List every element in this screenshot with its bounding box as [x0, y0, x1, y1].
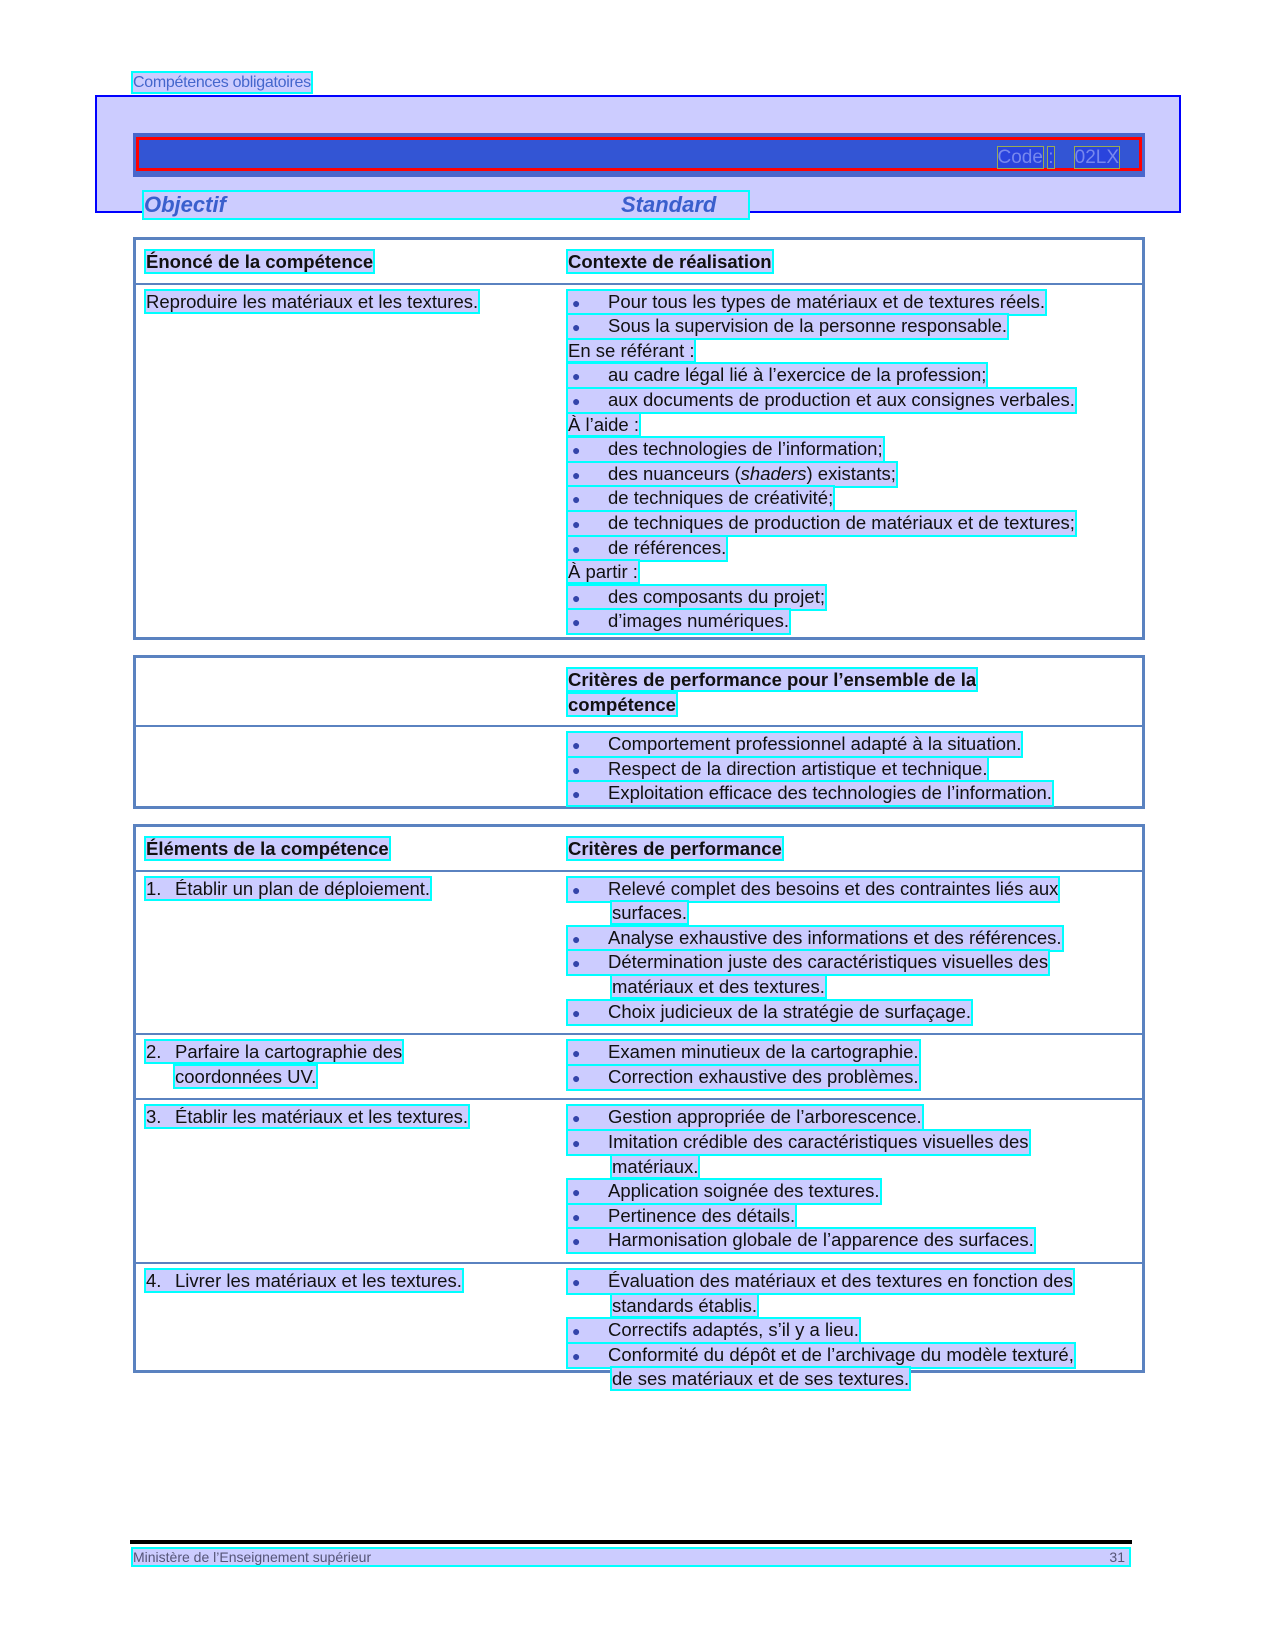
bullet-item	[568, 1179, 1142, 1204]
bullet-item-text	[568, 733, 1021, 756]
bullet-item	[568, 1065, 1142, 1090]
header-line	[146, 250, 568, 275]
bullet-text: des composants du projet;	[608, 585, 825, 607]
header-cell-left	[136, 250, 568, 275]
bullet-text: au cadre légal lié à l’exercice de la profession;	[608, 364, 987, 386]
bullet-icon: ●	[572, 930, 581, 947]
bullet-text: surfaces.	[612, 902, 688, 924]
bullet-item-text	[568, 315, 1007, 338]
element-cell	[136, 1105, 568, 1253]
header-cell-left	[136, 668, 568, 717]
bullet-item-text	[568, 1205, 795, 1228]
context-label	[568, 560, 1142, 585]
bullet-text: des technologies de l’information;	[608, 438, 883, 460]
bullet-text: de techniques de production de matériaux et de textures;	[608, 511, 1075, 533]
course-code	[998, 147, 1119, 169]
bullet-icon: ●	[572, 1273, 581, 1290]
bullet-item-text	[568, 291, 1045, 314]
header-cell-right	[568, 250, 1142, 275]
bullet-item-text	[568, 610, 789, 633]
bullet-item	[568, 290, 1142, 315]
element-label: Établir un plan de déploiement.	[175, 877, 431, 899]
bullet-item	[568, 1367, 1142, 1392]
bullet-item-text	[568, 1319, 859, 1342]
bullet-icon: ●	[572, 515, 581, 532]
bullet-item-text	[568, 1131, 1029, 1154]
header-line	[568, 693, 1142, 718]
bullet-item-text	[568, 487, 833, 510]
bullet-item	[568, 901, 1142, 926]
bullet-item-text	[568, 1001, 971, 1024]
element-line	[146, 1040, 568, 1065]
bullet-icon: ●	[572, 786, 581, 803]
bullet-icon: ●	[572, 392, 581, 409]
bullet-text: Pour tous les types de matériaux et de textures réels.	[608, 290, 1046, 312]
bullet-item-text	[568, 537, 726, 560]
bullet-text: de ses matériaux et de ses textures.	[612, 1368, 910, 1390]
header-text: compétence	[568, 693, 676, 715]
bullet-item-text	[568, 586, 825, 609]
bullet-item-text	[612, 1368, 909, 1389]
bullet-item-text	[568, 389, 1075, 412]
bullet-item	[568, 732, 1142, 757]
bullet-item	[568, 585, 1142, 610]
footer	[133, 1549, 1129, 1565]
objective-standard-heading	[144, 192, 748, 218]
bullet-text: Pertinence des détails.	[608, 1204, 796, 1226]
table-row	[136, 870, 1142, 1034]
bullet-item-text	[568, 364, 986, 387]
bullet-item	[568, 781, 1142, 806]
bullet-item	[568, 363, 1142, 388]
bullet-item-text	[568, 758, 987, 781]
bullet-item	[568, 388, 1142, 413]
bullet-item	[568, 511, 1142, 536]
bullet-item	[568, 877, 1142, 902]
bullet-icon: ●	[572, 442, 581, 459]
header-line	[146, 837, 568, 862]
table-row	[136, 725, 1142, 815]
bullet-item	[568, 462, 1142, 487]
bullet-item	[568, 1269, 1142, 1294]
objective-label: Objectif	[144, 192, 226, 217]
bullet-text: Sous la supervision de la personne responsable.	[608, 315, 1008, 337]
bullet-icon: ●	[572, 294, 581, 311]
bullet-icon: ●	[572, 1347, 581, 1364]
bullet-icon: ●	[572, 491, 581, 508]
bullet-item	[568, 1294, 1142, 1319]
bullet-icon: ●	[572, 881, 581, 898]
bullet-text: Comportement professionnel adapté à la situation.	[608, 733, 1022, 755]
element-text	[146, 291, 478, 312]
bullet-text: Correctifs adaptés, s’il y a lieu.	[608, 1319, 859, 1341]
bullet-icon: ●	[572, 761, 581, 778]
bullet-icon: ●	[572, 1045, 581, 1062]
element-label: Livrer les matériaux et les textures.	[175, 1269, 462, 1291]
element-text	[146, 1041, 402, 1062]
context-label-text: À l’aide :	[568, 413, 639, 435]
header-line	[568, 837, 1142, 862]
bullet-text: Imitation crédible des caractéristiques visuelles des	[608, 1130, 1029, 1152]
bullet-icon: ●	[572, 614, 581, 631]
bullet-icon: ●	[572, 1323, 581, 1340]
bullet-icon: ●	[572, 1184, 581, 1201]
bullet-text: Analyse exhaustive des informations et des références.	[608, 926, 1062, 948]
bullet-item-text	[568, 951, 1048, 974]
header-text: Éléments de la compétence	[146, 838, 389, 859]
element-number: 1.	[146, 877, 162, 899]
bullet-item-text	[612, 902, 687, 923]
criteria-cell	[568, 732, 1142, 806]
bullet-text: Conformité du dépôt et de l’archivage du modèle texturé,	[608, 1343, 1074, 1365]
element-text	[146, 878, 430, 899]
element-cell	[136, 1040, 568, 1089]
bullet-text: Gestion appropriée de l’arborescence.	[608, 1106, 922, 1128]
element-text	[146, 1106, 468, 1127]
bullet-item	[568, 950, 1142, 975]
bullet-text-part: shaders	[740, 462, 807, 484]
header-cell-right	[568, 668, 1142, 717]
bullet-text-part: ) existants;	[806, 462, 896, 484]
bullet-icon: ●	[572, 1233, 581, 1250]
footer-ministry: Ministère de l’Enseignement supérieur	[133, 1549, 372, 1565]
bullet-icon: ●	[572, 1134, 581, 1151]
bullet-item	[568, 1318, 1142, 1343]
bullet-item	[568, 926, 1142, 951]
bullet-text: Relevé complet des besoins et des contraintes liés aux	[608, 877, 1059, 899]
footer-rule	[130, 1540, 1132, 1544]
criteria-cell	[568, 877, 1142, 1025]
table-row	[136, 1033, 1142, 1098]
bullet-item-text	[568, 1066, 919, 1089]
table-row	[136, 283, 1142, 643]
bullet-text: standards établis.	[612, 1294, 758, 1316]
bullet-item-text	[612, 1156, 698, 1177]
bullet-item-text	[568, 463, 896, 486]
criteria-cell	[568, 1269, 1142, 1392]
bullet-item	[568, 757, 1142, 782]
bullet-item-text	[568, 1106, 922, 1129]
bullet-item	[568, 1105, 1142, 1130]
bullet-item	[568, 486, 1142, 511]
bullet-text: Exploitation efficace des technologies de l’information.	[608, 782, 1052, 804]
element-label: Établir les matériaux et les textures.	[175, 1106, 469, 1128]
bullet-text: Respect de la direction artistique et technique.	[608, 757, 988, 779]
bullet-item-text	[568, 1180, 880, 1203]
table-header-row	[136, 827, 1142, 870]
table-header-row	[136, 658, 1142, 725]
context-label-text: À partir :	[568, 561, 638, 583]
element-line	[146, 290, 568, 315]
bullet-icon: ●	[572, 1110, 581, 1127]
table-row	[136, 1098, 1142, 1262]
bullet-item	[568, 536, 1142, 561]
table-row	[136, 1262, 1142, 1401]
element-line	[146, 877, 568, 902]
header-text: Critères de performance pour l’ensemble de la	[568, 669, 977, 690]
bullet-item	[568, 609, 1142, 634]
standard-label: Standard	[621, 192, 717, 217]
bullet-item	[568, 1000, 1142, 1025]
bullet-text: de références.	[608, 536, 727, 558]
bullet-icon: ●	[572, 1004, 581, 1021]
bullet-icon: ●	[572, 589, 581, 606]
bullet-text: d’images numériques.	[608, 610, 789, 632]
bullet-icon: ●	[572, 540, 581, 557]
element-number: 3.	[146, 1106, 162, 1128]
header-text: Critères de performance	[568, 838, 782, 859]
bullet-item	[568, 1228, 1142, 1253]
page-number: 31	[1109, 1549, 1125, 1565]
bullet-icon: ●	[572, 368, 581, 385]
bullet-item	[568, 1040, 1142, 1065]
element-number: 2.	[146, 1041, 162, 1063]
element-text	[175, 1066, 316, 1087]
bullet-icon: ●	[572, 319, 581, 336]
bullet-text-part: des nuanceurs (	[608, 462, 741, 484]
element-cell	[136, 290, 568, 634]
header-text: Contexte de réalisation	[568, 251, 772, 272]
bullet-icon: ●	[572, 955, 581, 972]
bullet-item-text	[568, 438, 883, 461]
bullet-text: Harmonisation globale de l’apparence des surfaces.	[608, 1229, 1034, 1251]
element-line	[146, 1105, 568, 1130]
code-value: 02LX	[1074, 147, 1119, 168]
element-number: 4.	[146, 1269, 162, 1291]
bullet-item-text	[612, 1295, 757, 1316]
bullet-icon: ●	[572, 1069, 581, 1086]
context-label-text: En se référant :	[568, 339, 695, 361]
bullet-item	[568, 1204, 1142, 1229]
code-bar-inner	[136, 137, 1142, 171]
header-line	[568, 250, 1142, 275]
bullet-item-text	[568, 782, 1052, 805]
context-label	[568, 413, 1142, 438]
bullet-item-text	[568, 1344, 1074, 1367]
element-cell	[136, 877, 568, 1025]
element-line	[146, 1269, 568, 1294]
bullet-text: Application soignée des textures.	[608, 1180, 880, 1202]
header-cell-right	[568, 837, 1142, 862]
criteria-cell	[568, 1105, 1142, 1253]
bullet-text: aux documents de production et aux consignes verbales.	[608, 388, 1075, 410]
bullet-text: Évaluation des matériaux et des textures en fonction des	[608, 1269, 1073, 1291]
bullet-text: Choix judicieux de la stratégie de surfaçage.	[608, 1000, 972, 1022]
bullet-text: matériaux.	[612, 1155, 699, 1177]
bullet-item	[568, 1343, 1142, 1368]
bullet-icon: ●	[572, 1208, 581, 1225]
element-label: coordonnées UV.	[175, 1065, 317, 1087]
bullet-item-text	[568, 927, 1062, 950]
bullet-item-text	[568, 878, 1058, 901]
element-text	[146, 1270, 462, 1291]
bullet-text: matériaux et des textures.	[612, 975, 825, 997]
bullet-item-text	[568, 1041, 919, 1064]
competency-elements-table	[133, 824, 1145, 1390]
table-header-row	[136, 240, 1142, 283]
bullet-text: Détermination juste des caractéristiques visuelles des	[608, 951, 1049, 973]
criteria-cell	[568, 1040, 1142, 1089]
bullet-item	[568, 1130, 1142, 1155]
bullet-item	[568, 975, 1142, 1000]
bullet-item-text	[568, 1229, 1034, 1252]
bullet-text: Correction exhaustive des problèmes.	[608, 1065, 919, 1087]
element-label: Parfaire la cartographie des	[175, 1041, 403, 1063]
bullet-item	[568, 1155, 1142, 1180]
competency-statement-table	[133, 237, 1145, 640]
bullet-item-text	[612, 976, 825, 997]
element-cell	[136, 732, 568, 806]
bullet-text: Examen minutieux de la cartographie.	[608, 1041, 919, 1063]
header-line	[568, 668, 1142, 693]
bullet-icon: ●	[572, 466, 581, 483]
section-label: Compétences obligatoires	[133, 74, 311, 91]
criteria-cell	[568, 290, 1142, 634]
element-cell	[136, 1269, 568, 1392]
bullet-item-text	[568, 1270, 1073, 1293]
bullet-icon: ●	[572, 737, 581, 754]
overall-criteria-table	[133, 655, 1145, 809]
bullet-item-text	[568, 512, 1075, 535]
code-bar	[133, 133, 1145, 177]
header-text: Énoncé de la compétence	[146, 251, 374, 272]
bullet-item	[568, 437, 1142, 462]
bullet-text: de techniques de créativité;	[608, 487, 834, 509]
code-separator: :	[1048, 147, 1054, 168]
element-line	[146, 1065, 568, 1090]
bullet-item	[568, 314, 1142, 339]
context-label	[568, 339, 1142, 364]
code-label: Code	[997, 147, 1043, 168]
element-label: Reproduire les matériaux et les textures.	[146, 290, 479, 312]
header-cell-left	[136, 837, 568, 862]
